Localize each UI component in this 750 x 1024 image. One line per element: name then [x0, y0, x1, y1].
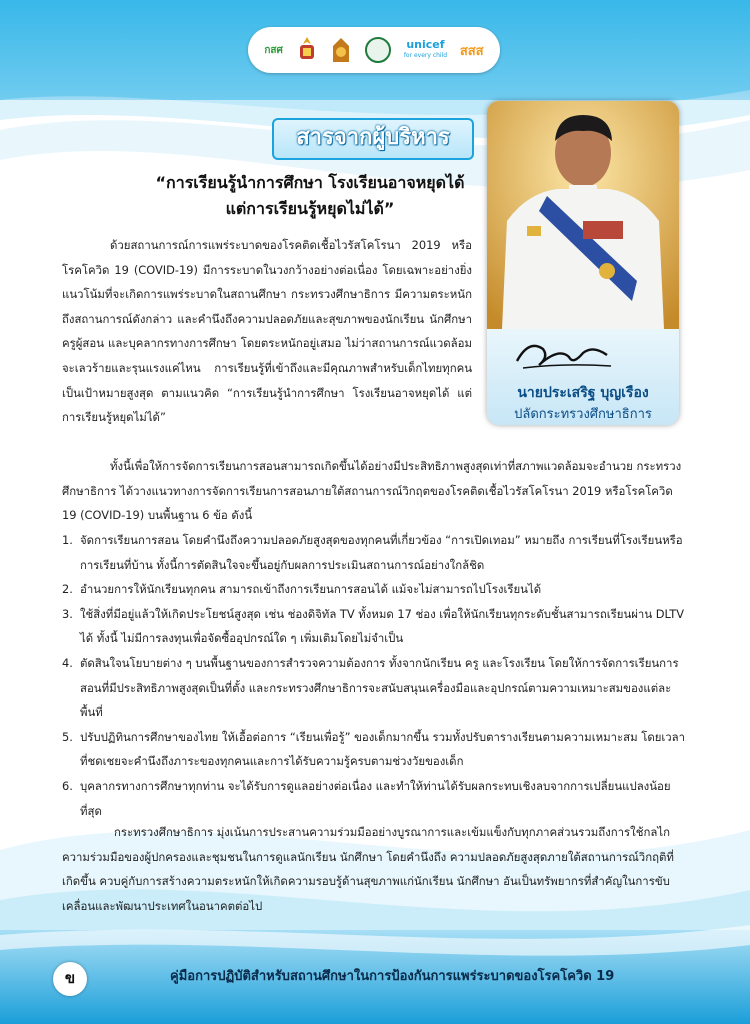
thaihealth-logo: สสส — [459, 43, 484, 59]
intro-paragraph: ด้วยสถานการณ์การแพร่ระบาดของโรคติดเชื้อไวรัสโคโรนา 2019 หรือโรคโควิด 19 (COVID-19) มีการระบาดในวงกว้างอย่างต่อเนื่อง โดยเฉพาะอย่างยิ่งแนวโน้มที่จะเกิดการแพร่ระบาดในสถานศึกษา กระทรวงศึกษาธิการ มีความตระหนักถึงสถานการณ์ดังกล่าว และคำนึงถึงความปลอดภัยและสุขภาพของนักเรียน นักศึกษา ครูผู้สอน และบุคลากรทางการศึกษา โดยตระหนักอยู่เสมอ ไม่ว่าสถานการณ์แวดล้อมจะเลวร้ายและรุนแรงแค่ไหน การเรียนรู้ที่เข้าถึงและมีคุณภาพสำหรับเด็กไทยทุกคนเป็นเป้าหมายสูงสุด ตามแนวคิด “การเรียนรู้นำการศึกษา โรงเรียนอาจหยุดได้ แต่การเรียนรู้หยุดไม่ได้” — [62, 238, 472, 425]
list-item: 3. ใช้สิ่งที่มีอยู่แล้วให้เกิดประโยชน์สูงสุด เช่น ช่องดิจิทัล TV ทั้งหมด 17 ช่อง เพื่อให้นักเรียนทุกระดับชั้นสามารถเรียนผ่าน DLTV ได้ ทั้งนี้ ไม่มีการลงทุนเพื่อจัดซื้ออุปกรณ์ใด ๆ เพิ่มเติมโดยไม่จำเป็น — [62, 606, 685, 646]
closing-paragraph: กระทรวงศึกษาธิการ มุ่งเน้นการประสานความร่วมมืออย่างบูรณาการและเข้มแข็งกับทุกภาคส่วนรวมถึงการใช้กลไกความร่วมมือของผู้ปกครองและชุมชนในการดูแลนักเรียน นักศึกษา โดยคำนึงถึง ความปลอดภัยสูงสุดภายใต้สถานการณ์วิกฤติที่เกิดขึ้น ควบคู่กับการสร้างความตระหนักให้เกิดความรอบรู้ด้านสุขภาพแก่นักเรียน นักศึกษา อันเป็นทรัพยากรที่สำคัญในการขับเคลื่อนและพัฒนาประเทศในอนาคตต่อไป — [62, 825, 674, 913]
moph-logo — [365, 37, 391, 63]
footer-title: คู่มือการปฏิบัติสำหรับสถานศึกษาในการป้องกันการแพร่ระบาดของโรคโควิด 19 — [170, 969, 615, 984]
eef-logo: กสศ — [264, 44, 283, 56]
list-item: 2. อำนวยการให้นักเรียนทุกคน สามารถเข้าถึงการเรียนการสอนได้ แม้จะไม่สามารถไปโรงเรียนได้ — [62, 582, 542, 597]
guideline-paragraph: ทั้งนี้เพื่อให้การจัดการเรียนการสอนสามารถเกิดขึ้นได้อย่างมีประสิทธิภาพสูงสุดเท่าที่สภาพแวดล้อมจะอำนวย กระทรวงศึกษาธิการ ได้วางแนวทางการจัดการเรียนการสอนภายใต้สถานการณ์วิกฤตของโรคติดเชื้อไวรัสโคโรนา 2019 หรือโรคโควิด 19 (COVID-19) บนพื้นฐาน 6 ข้อ ดังนี้ — [62, 459, 682, 523]
list-item: 1. จัดการเรียนการสอน โดยคำนึงถึงความปลอดภัยสูงสุดของทุกคนที่เกี่ยวข้อง “การเปิดเทอม” หมายถึง การเรียนที่โรงเรียนหรือการเรียนที่บ้าน ทั้งนี้การตัดสินใจจะขึ้นอยู่กับผลการประเมินสถานการณ์อย่างใกล้ชิด — [62, 533, 683, 572]
quote-line-1: “การเรียนรู้นำการศึกษา โรงเรียนอาจหยุดได้ — [155, 173, 465, 192]
list-item: 4. ตัดสินใจนโยบายต่าง ๆ บนพื้นฐานของการสำรวจความต้องการ ทั้งจากนักเรียน ครู และโรงเรียน โดยให้การจัดการเรียนการสอนที่มีประสิทธิภาพสูงสุดเป็นที่ตั้ง และกระทรวงศึกษาธิการจะสนับสนุนเครื่องมือและอุปกรณ์ตามความเหมาะสมของแต่ละพื้นที่ — [62, 655, 679, 720]
quote-line-2: แต่การเรียนรู้หยุดไม่ได้” — [225, 199, 395, 218]
unicef-logo: unicef for every child — [403, 38, 448, 59]
partner-logos — [248, 27, 500, 73]
page-number: ข — [53, 962, 87, 996]
page-title: สารจากผู้บริหาร — [272, 118, 474, 160]
emblem-logo — [296, 36, 318, 64]
guideline-list — [62, 528, 692, 823]
list-item: 5. ปรับปฏิทินการศึกษาของไทย ให้เอื้อต่อการ “เรียนเพื่อรู้” ของเด็กมากขึ้น รวมทั้งปรับตารางเรียนตามความเหมาะสม โดยเวลาที่ชดเชยจะคำนึงถึงภาระของทุกคนและการได้รับความรู้ครบตามช่วงวัยของเด็ก — [62, 729, 686, 769]
portrait-caption — [487, 329, 679, 425]
signature — [509, 335, 619, 375]
list-item: 6. บุคลากรทางการศึกษาทุกท่าน จะได้รับการดูแลอย่างต่อเนื่อง และทำให้ท่านได้รับผลกระทบเชิงลบจากการเปลี่ยนแปลงน้อยที่สุด — [62, 778, 671, 818]
moe-logo — [330, 36, 352, 64]
headline-quote — [140, 170, 480, 222]
official-name: นายประเสริฐ บุญเรือง — [517, 385, 649, 401]
official-position: ปลัดกระทรวงศึกษาธิการ — [514, 407, 652, 422]
portrait-card — [487, 101, 679, 425]
portrait-photo — [487, 101, 679, 329]
